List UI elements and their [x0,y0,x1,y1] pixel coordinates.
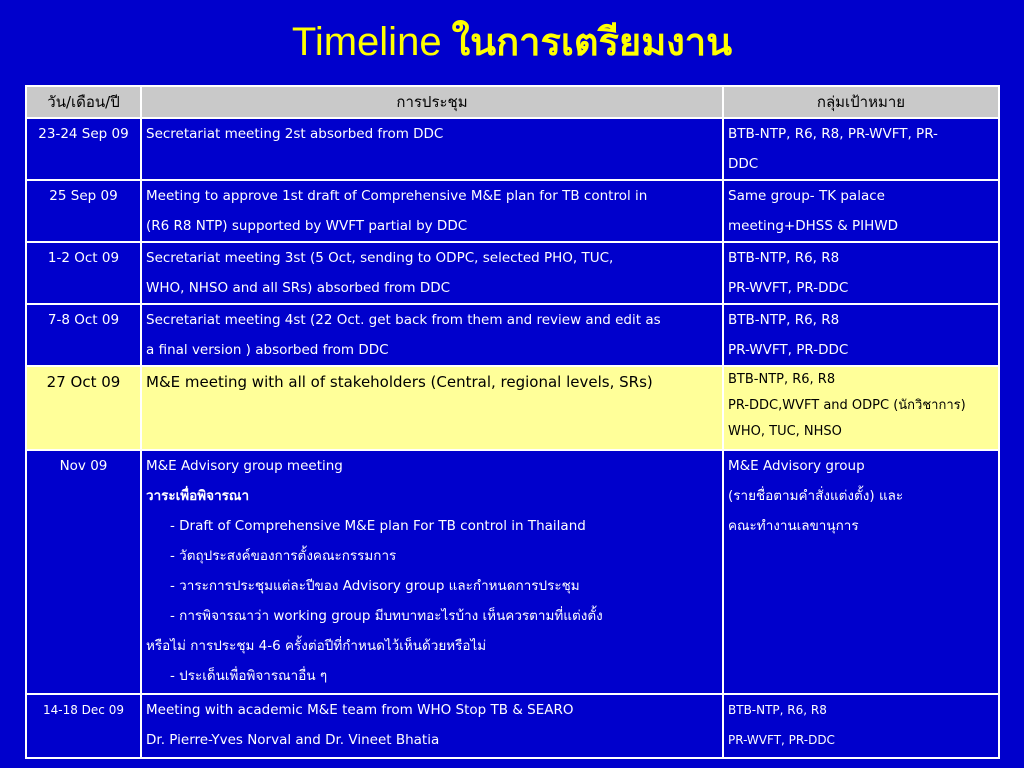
target-line: BTB-NTP, R6, R8, PR-WVFT, PR- [728,126,938,142]
target-line: DDC [728,156,759,172]
meeting-cell [141,450,723,694]
agenda-item: - วาระการประชุมแต่ละปีของ Advisory group และกำหนดการประชุม [170,578,580,594]
date-cell: 27 Oct 09 [26,366,141,450]
table-row-highlighted [26,366,999,450]
title-thai: ในการเตรียมงาน [451,20,733,64]
target-cell [723,304,999,366]
date-cell: 7-8 Oct 09 [26,304,141,366]
target-cell [723,450,999,694]
meeting-line: Meeting to approve 1st draft of Comprehensive M&E plan for TB control in [146,188,648,204]
meeting-cell [141,304,723,366]
target-line: BTB-NTP, R6, R8 [728,250,840,266]
meeting-line: a final version ) absorbed from DDC [146,342,389,358]
column-header-date: วัน/เดือน/ปี [26,86,141,118]
title-english: Timeline [291,20,442,64]
timeline-table [25,85,1000,759]
target-cell [723,366,999,450]
target-line: BTB-NTP, R6, R8 [728,703,827,717]
agenda-item: - ประเด็นเพื่อพิจารณาอื่น ๆ [170,668,328,684]
column-header-meeting: การประชุม [141,86,723,118]
agenda-item: - Draft of Comprehensive M&E plan For TB control in Thailand [170,518,586,534]
meeting-line: WHO, NHSO and all SRs) absorbed from DDC [146,280,451,296]
target-cell [723,118,999,180]
table-row [26,304,999,366]
meeting-line: Secretariat meeting 3st (5 Oct, sending to ODPC, selected PHO, TUC, [146,250,614,266]
target-cell [723,242,999,304]
target-line: BTB-NTP, R6, R8 [728,372,836,387]
target-line: WHO, TUC, NHSO [728,424,842,439]
target-line: PR-DDC,WVFT and ODPC (นักวิชาการ) [728,398,966,413]
column-header-target: กลุ่มเป้าหมาย [723,86,999,118]
meeting-cell [141,180,723,242]
target-line: คณะทำงานเลขานุการ [728,518,859,534]
target-line: M&E Advisory group [728,458,865,474]
table-row [26,242,999,304]
meeting-line: Secretariat meeting 4st (22 Oct. get back from them and review and edit as [146,312,661,328]
meeting-line: Meeting with academic M&E team from WHO Stop TB & SEARO [146,702,574,718]
target-line: BTB-NTP, R6, R8 [728,312,840,328]
target-line: PR-WVFT, PR-DDC [728,733,835,747]
date-cell: 25 Sep 09 [26,180,141,242]
table-row [26,450,999,694]
meeting-line: M&E Advisory group meeting [146,458,343,474]
meeting-cell [141,242,723,304]
table-row [26,180,999,242]
target-cell [723,180,999,242]
target-line: PR-WVFT, PR-DDC [728,342,849,358]
date-cell: 23-24 Sep 09 [26,118,141,180]
table-row [26,118,999,180]
table-row [26,694,999,758]
target-line: (รายชื่อตามคำสั่งแต่งตั้ง) และ [728,488,904,504]
meeting-line: Dr. Pierre-Yves Norval and Dr. Vineet Bhatia [146,732,440,748]
target-line: PR-WVFT, PR-DDC [728,280,849,296]
target-line: Same group- TK palace [728,188,885,204]
meeting-cell [141,118,723,180]
agenda-item-continuation: หรือไม่ การประชุม 4-6 ครั้งต่อปีที่กำหนดไว้เห็นด้วยหรือไม่ [146,638,487,654]
meeting-line: (R6 R8 NTP) supported by WVFT partial by DDC [146,218,468,234]
agenda-item: - วัตถุประสงค์ของการตั้งคณะกรรมการ [170,548,397,564]
target-cell [723,694,999,758]
meeting-cell [141,694,723,758]
meeting-agenda-heading: วาระเพื่อพิจารณา [146,488,250,504]
target-line: meeting+DHSS & PIHWD [728,218,899,234]
meeting-line: Secretariat meeting 2st absorbed from DDC [146,126,444,142]
meeting-line: M&E meeting with all of stakeholders (Central, regional levels, SRs) [146,373,653,391]
slide-title [0,12,1024,72]
table-header-row [26,86,999,118]
meeting-cell [141,366,723,450]
agenda-item: - การพิจารณาว่า working group มีบทบาทอะไรบ้าง เห็นควรตามที่แต่งตั้ง [170,608,603,624]
date-cell: Nov 09 [26,450,141,694]
date-cell: 1-2 Oct 09 [26,242,141,304]
date-cell: 14-18 Dec 09 [26,694,141,758]
